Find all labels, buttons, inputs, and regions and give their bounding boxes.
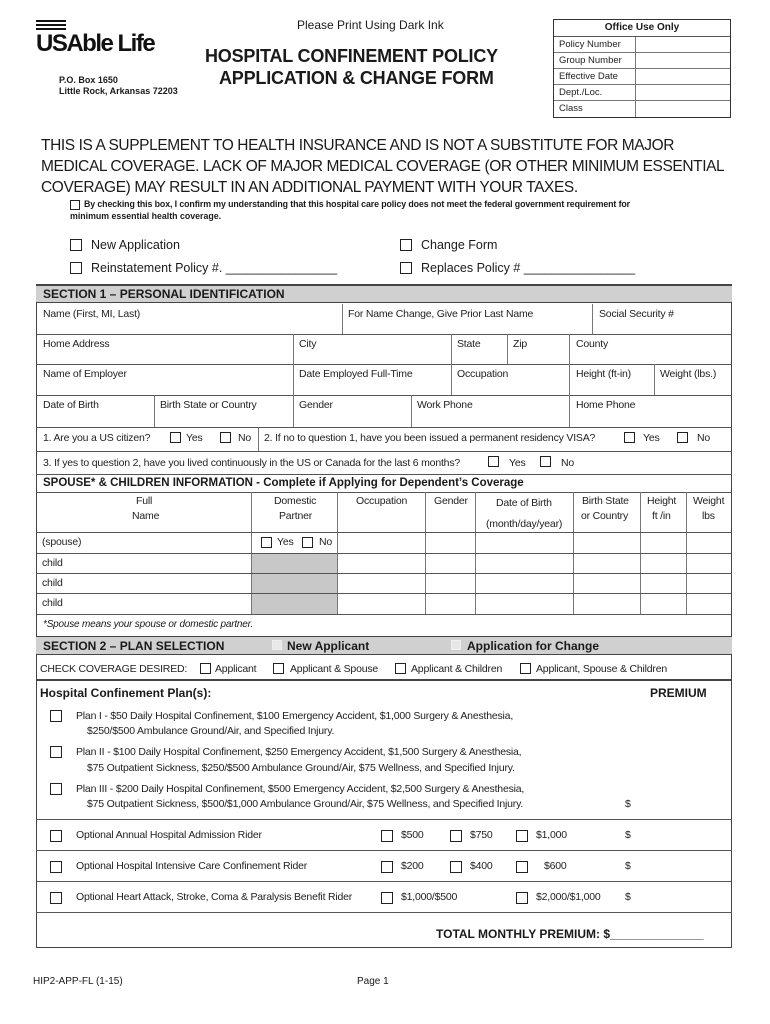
divider xyxy=(36,427,732,428)
question-1: 1. Are you a US citizen? xyxy=(43,432,151,444)
date-employed-label: Date Employed Full-Time xyxy=(299,368,413,380)
plan-3-checkbox[interactable] xyxy=(50,783,62,795)
height-label: Height (ft-in) xyxy=(576,368,631,380)
office-use-table xyxy=(553,19,731,118)
rider-2-opt-400-label: $400 xyxy=(470,860,493,872)
divider xyxy=(36,492,732,493)
prior-last-name-label: For Name Change, Give Prior Last Name xyxy=(348,308,534,320)
new-applicant-label: New Applicant xyxy=(287,639,370,653)
divider xyxy=(36,573,732,574)
zip-label: Zip xyxy=(513,338,527,350)
divider xyxy=(36,819,732,820)
rider-1-opt-1000-checkbox[interactable] xyxy=(516,830,528,842)
home-phone-label: Home Phone xyxy=(576,399,636,411)
gender-label: Gender xyxy=(299,399,333,411)
col-occupation: Occupation xyxy=(356,495,408,507)
divider xyxy=(293,364,294,395)
q1-no-label: No xyxy=(238,432,252,444)
q1-no-checkbox[interactable] xyxy=(220,432,231,443)
rider-2-opt-600-checkbox[interactable] xyxy=(516,861,528,873)
application-change-label: Application for Change xyxy=(467,639,599,653)
name-label: Name (First, MI, Last) xyxy=(43,308,141,320)
q3-no-checkbox[interactable] xyxy=(540,456,551,467)
q2-yes-checkbox[interactable] xyxy=(624,432,635,443)
divider xyxy=(36,912,732,913)
col-full: Full xyxy=(136,495,153,507)
col-birth-state-1: Birth State xyxy=(582,495,629,507)
total-premium[interactable]: TOTAL MONTHLY PREMIUM: $______________ xyxy=(436,927,704,941)
divider xyxy=(36,850,732,851)
confirm-text-line-1: By checking this box, I confirm my understanding that this hospital care policy does not meet the federal government requirement for xyxy=(84,199,630,209)
divider xyxy=(569,334,570,364)
divider xyxy=(36,395,732,396)
rider-1-opt-500-label: $500 xyxy=(401,829,424,841)
rider-1-opt-750-label: $750 xyxy=(470,829,493,841)
col-weight-2: lbs xyxy=(702,510,715,522)
form-title-line-2: APPLICATION & CHANGE FORM xyxy=(219,68,494,88)
domestic-partner-yes-label: Yes xyxy=(277,536,294,548)
reinstatement-checkbox[interactable] xyxy=(70,262,82,274)
q2-no-label: No xyxy=(697,432,711,444)
row-label-child: child xyxy=(42,597,63,609)
rider-1-label: Optional Annual Hospital Admission Rider xyxy=(76,829,262,841)
office-use-label: Dept./Loc. xyxy=(554,85,636,100)
coverage-children-label: Applicant & Children xyxy=(411,663,503,675)
divider xyxy=(569,395,570,427)
q2-yes-label: Yes xyxy=(643,432,660,444)
coverage-family-checkbox[interactable] xyxy=(520,663,531,674)
office-use-label: Group Number xyxy=(554,53,636,68)
page-number: Page 1 xyxy=(357,976,389,987)
divider xyxy=(36,451,732,452)
disclaimer-line-1: THIS IS A SUPPLEMENT TO HEALTH INSURANCE AND IS NOT A SUBSTITUTE FOR MAJOR xyxy=(41,137,675,154)
plan-1-line-1: Plan I - $50 Daily Hospital Confinement, $100 Emergency Accident, $1,000 Surgery & Anesthesia, xyxy=(76,710,514,722)
disclaimer-line-2: MEDICAL COVERAGE. LACK OF MAJOR MEDICAL COVERAGE (OR OTHER MINIMUM ESSENTIAL xyxy=(41,158,725,175)
col-weight-1: Weight xyxy=(693,495,725,507)
plan-1-checkbox[interactable] xyxy=(50,710,62,722)
rider-1-opt-500-checkbox[interactable] xyxy=(381,830,393,842)
q3-yes-checkbox[interactable] xyxy=(488,456,499,467)
section-1-title: SECTION 1 – PERSONAL IDENTIFICATION xyxy=(43,287,285,301)
office-use-row xyxy=(554,69,730,85)
class-field[interactable] xyxy=(636,101,730,117)
q3-no-label: No xyxy=(561,457,575,469)
question-3: 3. If yes to question 2, have you lived continuously in the US or Canada for the last 6 months? xyxy=(43,457,461,469)
divider xyxy=(36,881,732,882)
effective-date-field[interactable] xyxy=(636,69,730,84)
coverage-applicant-checkbox[interactable] xyxy=(200,663,211,674)
col-height-2: ft /in xyxy=(652,510,671,522)
address-line-2: Little Rock, Arkansas 72203 xyxy=(59,86,178,96)
office-use-label: Policy Number xyxy=(554,37,636,52)
col-partner: Partner xyxy=(279,510,313,522)
rider-3-label: Optional Heart Attack, Stroke, Coma & Paralysis Benefit Rider xyxy=(76,891,353,903)
col-gender: Gender xyxy=(434,495,468,507)
domestic-partner-no-checkbox[interactable] xyxy=(302,537,313,548)
q2-no-checkbox[interactable] xyxy=(677,432,688,443)
plans-heading: Hospital Confinement Plan(s): xyxy=(40,686,212,700)
print-notice: Please Print Using Dark Ink xyxy=(297,18,444,32)
rider-2-label: Optional Hospital Intensive Care Confinement Rider xyxy=(76,860,308,872)
group-number-field[interactable] xyxy=(636,53,730,68)
plan-3-line-1: Plan III - $200 Daily Hospital Confinement, $500 Emergency Accident, $2,500 Surgery & Anesthesia, xyxy=(76,783,525,795)
state-label: State xyxy=(457,338,481,350)
row-label-spouse: (spouse) xyxy=(42,536,82,548)
divider xyxy=(569,364,570,395)
divider xyxy=(36,364,732,365)
birth-state-label: Birth State or Country xyxy=(160,399,257,411)
rider-2-checkbox[interactable] xyxy=(50,861,62,873)
occupation-label: Occupation xyxy=(457,368,509,380)
col-dob-format: (month/day/year) xyxy=(486,518,563,530)
rider-3-checkbox[interactable] xyxy=(50,892,62,904)
coverage-children-checkbox[interactable] xyxy=(395,663,406,674)
divider xyxy=(154,395,155,427)
county-label: County xyxy=(576,338,609,350)
dept-loc-field[interactable] xyxy=(636,85,730,100)
divider xyxy=(36,593,732,594)
divider xyxy=(342,304,343,334)
employer-label: Name of Employer xyxy=(43,368,127,380)
rider-2-opt-600-label: $600 xyxy=(544,860,567,872)
rider-3-opt-2000-checkbox[interactable] xyxy=(516,892,528,904)
col-dob: Date of Birth xyxy=(496,497,552,509)
shaded-cell xyxy=(251,553,337,614)
office-use-label: Effective Date xyxy=(554,69,636,84)
q1-yes-checkbox[interactable] xyxy=(170,432,181,443)
rider-1-dollar: $ xyxy=(625,829,631,841)
rider-1-checkbox[interactable] xyxy=(50,830,62,842)
new-application-checkbox[interactable] xyxy=(70,239,82,251)
office-use-label: Class xyxy=(554,101,636,117)
logo-text: USAble Life xyxy=(36,30,155,57)
city-label: City xyxy=(299,338,317,350)
usable-life-logo xyxy=(36,20,155,58)
coverage-applicant-label: Applicant xyxy=(215,663,257,675)
divider xyxy=(592,304,593,334)
rider-2-opt-200-label: $200 xyxy=(401,860,424,872)
office-use-row xyxy=(554,85,730,101)
office-use-title: Office Use Only xyxy=(554,20,730,37)
rider-1-opt-1000-label: $1,000 xyxy=(536,829,567,841)
office-use-row xyxy=(554,37,730,53)
work-phone-label: Work Phone xyxy=(417,399,473,411)
coverage-spouse-checkbox[interactable] xyxy=(273,663,284,674)
divider xyxy=(36,474,732,475)
divider xyxy=(258,427,259,451)
spouse-section-title: SPOUSE* & CHILDREN INFORMATION - Complete if Applying for Dependent’s Coverage xyxy=(43,477,524,489)
row-label-child: child xyxy=(42,557,63,569)
coverage-family-label: Applicant, Spouse & Children xyxy=(536,663,667,675)
ssn-label: Social Security # xyxy=(599,308,674,320)
q1-yes-label: Yes xyxy=(186,432,203,444)
plan-1-line-2: $250/$500 Ambulance Ground/Air, and Specified Injury. xyxy=(87,725,335,737)
reinstatement-label: Reinstatement Policy #. ________________ xyxy=(91,261,338,275)
confirm-text-line-2: minimum essential health coverage. xyxy=(70,211,222,221)
replaces-policy-checkbox[interactable] xyxy=(400,262,412,274)
home-address-label: Home Address xyxy=(43,338,110,350)
col-name: Name xyxy=(132,510,160,522)
domestic-partner-yes-checkbox[interactable] xyxy=(261,537,272,548)
divider xyxy=(654,364,655,395)
rider-2-dollar: $ xyxy=(625,860,631,872)
disclaimer-line-3: COVERAGE) MAY RESULT IN AN ADDITIONAL PAYMENT WITH YOUR TAXES. xyxy=(41,179,578,196)
rider-2-opt-200-checkbox[interactable] xyxy=(381,861,393,873)
divider xyxy=(293,334,294,364)
dob-label: Date of Birth xyxy=(43,399,99,411)
plan-2-line-2: $75 Outpatient Sickness, $250/$500 Ambulance Ground/Air, $75 Wellness, and Specified Injury. xyxy=(87,762,515,774)
divider xyxy=(411,395,412,427)
check-coverage-label: CHECK COVERAGE DESIRED: xyxy=(40,663,188,675)
row-label-child: child xyxy=(42,577,63,589)
divider xyxy=(451,364,452,395)
spouse-footnote: *Spouse means your spouse or domestic partner. xyxy=(43,619,253,630)
divider xyxy=(36,553,732,554)
change-form-label: Change Form xyxy=(421,238,498,252)
new-applicant-checkbox[interactable] xyxy=(272,640,282,650)
application-change-checkbox[interactable] xyxy=(451,640,461,650)
col-height-1: Height xyxy=(647,495,677,507)
new-application-label: New Application xyxy=(91,238,180,252)
divider xyxy=(293,395,294,427)
premium-heading: PREMIUM xyxy=(650,686,707,700)
rider-1-opt-750-checkbox[interactable] xyxy=(450,830,462,842)
divider xyxy=(507,334,508,364)
policy-number-field[interactable] xyxy=(636,37,730,52)
address-line-1: P.O. Box 1650 xyxy=(59,75,118,85)
change-form-checkbox[interactable] xyxy=(400,239,412,251)
plan-3-line-2: $75 Outpatient Sickness, $500/$1,000 Ambulance Ground/Air, $75 Wellness, and Specified Injury. xyxy=(87,798,524,810)
replaces-policy-label: Replaces Policy # ________________ xyxy=(421,261,636,275)
rider-3-opt-1000-checkbox[interactable] xyxy=(381,892,393,904)
form-id: HIP2-APP-FL (1-15) xyxy=(33,976,123,987)
rider-3-opt-2000-label: $2,000/$1,000 xyxy=(536,891,601,903)
divider xyxy=(36,334,732,335)
rider-2-opt-400-checkbox[interactable] xyxy=(450,861,462,873)
section-2-title: SECTION 2 – PLAN SELECTION xyxy=(43,639,225,653)
plan-2-checkbox[interactable] xyxy=(50,746,62,758)
plan-2-line-1: Plan II - $100 Daily Hospital Confinement, $250 Emergency Accident, $1,500 Surgery & Anesthesia, xyxy=(76,746,522,758)
plan-premium-dollar: $ xyxy=(625,798,631,810)
rider-3-dollar: $ xyxy=(625,891,631,903)
divider xyxy=(36,614,732,615)
domestic-partner-no-label: No xyxy=(319,536,333,548)
coverage-spouse-label: Applicant & Spouse xyxy=(290,663,379,675)
col-domestic: Domestic xyxy=(274,495,317,507)
confirm-checkbox[interactable] xyxy=(70,200,80,210)
divider xyxy=(36,532,732,533)
q3-yes-label: Yes xyxy=(509,457,526,469)
weight-label: Weight (lbs.) xyxy=(660,368,717,380)
form-title-line-1: HOSPITAL CONFINEMENT POLICY xyxy=(205,46,498,66)
col-birth-state-2: or Country xyxy=(581,510,629,522)
question-2: 2. If no to question 1, have you been issued a permanent residency VISA? xyxy=(264,432,596,444)
office-use-row xyxy=(554,53,730,69)
rider-3-opt-1000-label: $1,000/$500 xyxy=(401,891,458,903)
office-use-row xyxy=(554,101,730,117)
divider xyxy=(451,334,452,364)
